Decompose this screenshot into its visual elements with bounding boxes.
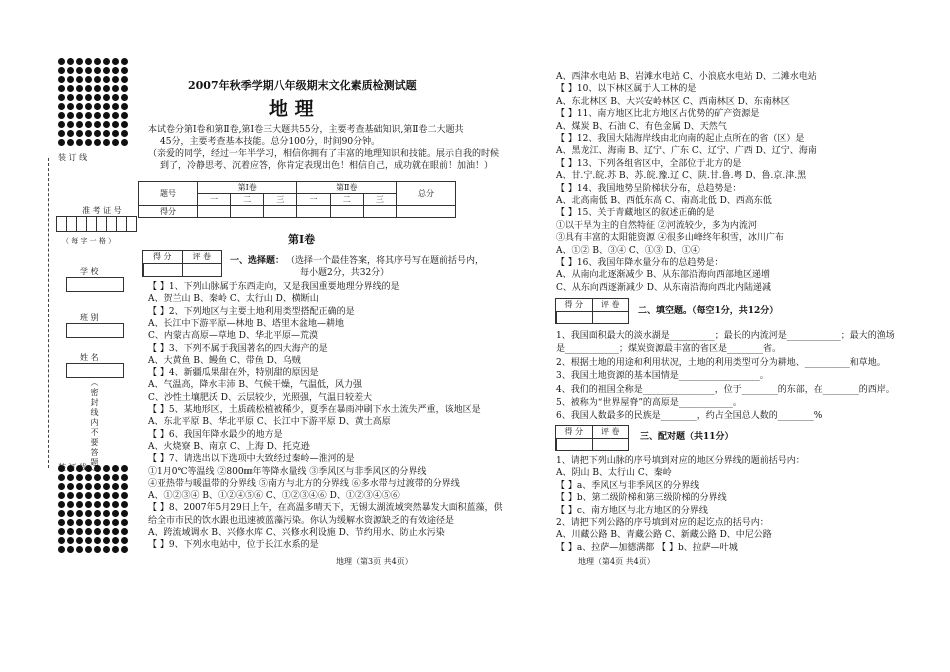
question-line: 【 】7、请选出以下选项中大致经过秦岭—淮河的是	[148, 454, 355, 465]
binding-dot	[103, 501, 110, 508]
part1-title: 第Ⅰ卷	[288, 233, 316, 246]
binding-dot	[121, 519, 128, 526]
question-line: A、长江中下游平原—林地 B、塔里木盆地—耕地	[148, 318, 344, 329]
binding-dot	[112, 528, 119, 535]
binding-dot	[67, 94, 74, 101]
binding-dot	[67, 519, 74, 526]
question-line: A、①② B、③④ C、①③ D、①④	[556, 245, 700, 256]
binding-dot	[58, 492, 65, 499]
binding-dot	[112, 121, 119, 128]
binding-dot	[76, 58, 83, 65]
question-line: 2、根据土地的用途和利用状况，土地的利用类型可分为耕地、__________和草地。	[556, 357, 886, 368]
binding-dot	[58, 103, 65, 110]
binding-dot	[58, 121, 65, 128]
question-line: 【 】4、新疆瓜果甜在外，特别甜的原因是	[148, 368, 319, 379]
binding-dot	[121, 546, 128, 553]
subject-title: 地 理	[269, 98, 314, 120]
binding-dot	[67, 139, 74, 146]
binding-dot	[67, 76, 74, 83]
exam-title: 2007年秋季学期八年级期末文化素质检测试题	[188, 79, 417, 92]
score-table	[138, 181, 456, 218]
binding-dot	[103, 130, 110, 137]
binding-dot	[76, 528, 83, 535]
binding-dot	[112, 537, 119, 544]
question-line: 【 】11、南方地区比北方地区占优势的矿产资源是	[556, 109, 760, 120]
binding-dot	[76, 103, 83, 110]
section2-title: 二、填空题。（每空1分，共12分）	[638, 306, 779, 316]
question-line: A、煤炭 B、石油 C、有色金属 D、天然气	[556, 121, 727, 132]
binding-dot	[94, 121, 101, 128]
grader-reviewer-cell[interactable]	[592, 312, 628, 323]
binding-dot	[76, 510, 83, 517]
question-line: 【 】c、南方地区与北方地区的分界线	[556, 505, 708, 516]
binding-dot	[85, 510, 92, 517]
binding-dot	[76, 546, 83, 553]
question-line: C、沙性土壤肥沃 D、云层较少，光照强，气温日较差大	[148, 392, 372, 403]
binding-dot	[58, 85, 65, 92]
grader-reviewer-label: 评 卷	[182, 251, 222, 263]
question-line: 【 】a、季风区与非季风区的分界线	[556, 480, 700, 491]
question-line: ③具有丰富的太阳能资源 ④很多山峰终年积雪，冰川广布	[556, 233, 784, 244]
grader-score-label: 得 分	[564, 427, 584, 436]
binding-dot	[94, 492, 101, 499]
question-line: 5、被称为“世界屋脊”的高原是____________。	[556, 398, 742, 408]
binding-dot	[67, 103, 74, 110]
score-total: 总分	[397, 182, 456, 206]
exam-number-box[interactable]	[126, 216, 137, 232]
binding-dot	[67, 483, 74, 490]
binding-dot	[58, 58, 65, 65]
binding-dot	[121, 112, 128, 119]
binding-dot	[58, 519, 65, 526]
binding-dot	[67, 492, 74, 499]
question-line: 1、我国面积最大的淡水湖是__________；最长的内流河是____________；最大的渔场	[556, 331, 895, 341]
per-box-note: （ 每 字 一 格 ）	[62, 237, 116, 245]
score-cell[interactable]	[231, 206, 264, 218]
binding-dot	[58, 510, 65, 517]
binding-dot	[67, 501, 74, 508]
binding-dot	[112, 58, 119, 65]
binding-dot	[58, 76, 65, 83]
binding-dot	[94, 546, 101, 553]
binding-dot	[121, 130, 128, 137]
binding-dot	[112, 474, 119, 481]
binding-label-top: 装 订 线	[58, 153, 88, 162]
score-cell[interactable]	[198, 206, 231, 218]
question-line: 【 】14、我国地势呈阶梯状分布，总趋势是：	[556, 183, 742, 194]
binding-dot	[121, 510, 128, 517]
binding-dot	[67, 121, 74, 128]
binding-dot	[67, 67, 74, 74]
question-line: 【 】12、我国大陆海岸线由北向南的起止点所在的省（区）是	[556, 134, 805, 144]
binding-dot	[67, 130, 74, 137]
question-line: 【 】10、以下林区属于人工林的是	[556, 84, 697, 95]
binding-dot	[94, 519, 101, 526]
binding-dot	[85, 85, 92, 92]
binding-dot	[67, 537, 74, 544]
binding-dot	[121, 465, 128, 472]
score-sub: 二	[330, 194, 363, 206]
binding-dot	[121, 58, 128, 65]
question-line: A、川藏公路 B、青藏公路 C、新藏公路 D、中尼公路	[556, 530, 772, 541]
binding-dot	[85, 139, 92, 146]
question-line: A、甘.宁.皖.苏 B、苏.皖.豫.辽 C、陕.甘.鲁.粤 D、鲁.京.津.黑	[556, 171, 807, 182]
binding-dot	[121, 501, 128, 508]
binding-dot	[103, 58, 110, 65]
binding-dot	[94, 112, 101, 119]
binding-dot	[121, 94, 128, 101]
binding-dashed-line	[48, 158, 49, 468]
binding-dot	[94, 537, 101, 544]
question-line: 1、请把下列山脉的序号填到对应的地区分界线的题前括号内：	[556, 456, 805, 466]
binding-dot	[85, 537, 92, 544]
binding-dot	[103, 546, 110, 553]
question-line: C、内蒙古高原—草地 D、华北平原—荒漠	[148, 331, 318, 342]
binding-dot	[103, 112, 110, 119]
section1-title: 一、选择题：	[230, 256, 285, 266]
binding-dot	[94, 85, 101, 92]
binding-dot	[76, 501, 83, 508]
binding-dot	[85, 103, 92, 110]
question-line: A、东北平原 B、华北平原 C、长江中下游平原 D、黄土高原	[148, 417, 391, 428]
binding-label-bottom: 装 订 线	[58, 463, 88, 472]
question-line: 4、我们的祖国全称是________________，位于________的东部，在________的西岸。	[556, 384, 895, 395]
section1-desc-1: （选择一个最佳答案，将其序号写在题前括号内，	[286, 256, 485, 266]
binding-dot	[76, 67, 83, 74]
binding-dot	[112, 67, 119, 74]
score-sub: 三	[363, 194, 396, 206]
binding-dot	[94, 139, 101, 146]
question-line: A、跨流域调水 B、兴修水库 C、兴修水利设施 D、节约用水、防止水污染	[148, 528, 445, 538]
binding-dot	[85, 94, 92, 101]
grader-box-3	[555, 425, 629, 451]
binding-dot	[58, 483, 65, 490]
intro-line-3: （亲爱的同学，经过一年半学习，相信你拥有了丰富的地理知识和技能。展示自我的时候	[148, 149, 500, 159]
intro-line-1: 本试卷分第Ⅰ卷和第Ⅱ卷,第Ⅰ卷三大题共55分，主要考查基础知识,第Ⅱ卷二大题共	[148, 125, 464, 135]
question-line: 【 】6、我国年降水最少的地方是	[148, 429, 283, 440]
binding-dot	[103, 483, 110, 490]
question-line: A、阴山 B、太行山 C、秦岭	[556, 468, 672, 479]
question-line: A、北高南低 B、西低东高 C、南高北低 D、西高东低	[556, 196, 772, 206]
binding-dot	[85, 67, 92, 74]
left-page-footer: 地理（第3页 共4页）	[336, 557, 413, 566]
question-line: C、从东向西逐渐减少 D、从东南沿海向西北内陆递减	[556, 282, 771, 293]
question-line: 【 】5、某地形区，土质疏松植被稀少，夏季在暴雨冲刷下水土流失严重，该地区是	[148, 405, 481, 415]
name-field[interactable]	[66, 363, 124, 378]
binding-dot	[85, 483, 92, 490]
binding-dot	[85, 546, 92, 553]
binding-dot	[76, 130, 83, 137]
question-line: 【 】3、下列不属于我国著名的四大海产的是	[148, 343, 328, 354]
binding-dot	[121, 67, 128, 74]
binding-dot	[76, 492, 83, 499]
binding-dot	[112, 76, 119, 83]
question-line: A、①②③④ B、①②④⑤⑥ C、①②③④⑥ D、①②③④⑤⑥	[148, 491, 400, 502]
binding-dot	[85, 519, 92, 526]
binding-dot	[67, 510, 74, 517]
binding-dot	[112, 465, 119, 472]
question-line: A、从南向北逐渐减少 B、从东部沿海向西部地区递增	[556, 270, 770, 281]
question-line: 【 】16、我国年降水量分布的总趋势是：	[556, 258, 724, 268]
binding-dot	[112, 94, 119, 101]
score-cell[interactable]	[397, 206, 456, 218]
binding-dot	[112, 85, 119, 92]
binding-dot	[76, 94, 83, 101]
binding-dot	[94, 58, 101, 65]
binding-dot	[112, 492, 119, 499]
school-field[interactable]	[66, 277, 124, 292]
binding-dot	[94, 94, 101, 101]
binding-dot	[76, 483, 83, 490]
binding-dot	[94, 76, 101, 83]
intro-line-4: 到了，冷静思考、沉着应答，你肯定表现出色！相信自己，成功就在眼前！加油！）	[160, 161, 494, 171]
question-line: 【 】15、关于青藏地区的叙述正确的是	[556, 208, 715, 219]
intro-line-2: 45分，主要考查基本技能。总分100分，时间90分钟。	[160, 137, 381, 147]
score-cell[interactable]	[264, 206, 297, 218]
score-sub: 二	[231, 194, 264, 206]
sealed-note: （密封线内不要答题）	[90, 378, 99, 478]
binding-dot	[103, 85, 110, 92]
binding-dot	[58, 112, 65, 119]
binding-dot	[67, 528, 74, 535]
score-col-label: 题号	[139, 182, 198, 206]
binding-dot	[103, 76, 110, 83]
score-part1: 第Ⅰ卷	[198, 182, 297, 194]
binding-dot	[112, 103, 119, 110]
grader-box-2	[555, 298, 629, 324]
question-line: ④亚热带与暖温带的分界线 ⑤南方与北方的分界线 ⑥多水带与过渡带的分界线	[148, 478, 460, 489]
question-line: A、东北林区 B、大兴安岭林区 C、西南林区 D、东南林区	[556, 96, 790, 107]
binding-dot	[94, 510, 101, 517]
name-label: 姓 名	[80, 353, 99, 362]
binding-dot	[121, 121, 128, 128]
binding-dot	[121, 103, 128, 110]
binding-dot	[76, 121, 83, 128]
binding-dot	[121, 537, 128, 544]
question-line: A、气温高，降水丰沛 B、气候干燥，气温低，风力强	[148, 380, 362, 391]
binding-dot	[76, 537, 83, 544]
binding-dot	[76, 85, 83, 92]
question-line: 是____________；煤炭资源最丰富的省区是________省。	[556, 344, 782, 355]
binding-dot	[112, 139, 119, 146]
binding-dot	[85, 112, 92, 119]
grader-score-label: 得 分	[152, 252, 172, 261]
binding-dot	[76, 139, 83, 146]
binding-dot	[67, 474, 74, 481]
binding-dot	[85, 501, 92, 508]
binding-dot	[76, 112, 83, 119]
score-part2: 第Ⅱ卷	[297, 182, 397, 194]
binding-dot	[103, 510, 110, 517]
class-field[interactable]	[66, 323, 124, 338]
grader-score-cell[interactable]	[144, 264, 182, 276]
binding-dot	[58, 501, 65, 508]
binding-dots-top	[58, 58, 130, 148]
question-line: 【 】b、第二级阶梯和第三级阶梯的分界线	[556, 493, 727, 504]
grader-reviewer-label: 评 卷	[592, 299, 629, 311]
question-line: A、贺兰山 B、秦岭 C、太行山 D、横断山	[148, 294, 319, 305]
question-line: A、西津水电站 B、岩滩水电站 C、小浪底水电站 D、二滩水电站	[556, 72, 817, 82]
binding-dot	[112, 130, 119, 137]
school-label: 学 校	[80, 267, 99, 276]
binding-dot	[76, 474, 83, 481]
binding-dot	[103, 537, 110, 544]
binding-dot	[94, 483, 101, 490]
grader-reviewer-cell[interactable]	[592, 439, 628, 450]
score-cell[interactable]	[363, 206, 396, 218]
binding-dot	[94, 103, 101, 110]
binding-dot	[85, 130, 92, 137]
binding-dot	[76, 76, 83, 83]
binding-dots-bottom	[58, 465, 130, 555]
binding-dot	[121, 528, 128, 535]
score-cell[interactable]	[330, 206, 363, 218]
score-cell[interactable]	[297, 206, 330, 218]
binding-dot	[103, 103, 110, 110]
binding-dot	[58, 528, 65, 535]
binding-dot	[121, 483, 128, 490]
binding-dot	[103, 465, 110, 472]
binding-dot	[58, 546, 65, 553]
binding-dot	[103, 528, 110, 535]
binding-dot	[94, 501, 101, 508]
binding-dot	[67, 546, 74, 553]
binding-dot	[85, 528, 92, 535]
binding-dot	[112, 510, 119, 517]
score-sub: 一	[198, 194, 231, 206]
binding-dot	[112, 112, 119, 119]
question-line: 6、我国人数最多的民族是________，约占全国总人数的________%	[556, 411, 823, 422]
binding-dot	[121, 76, 128, 83]
question-line: A、火烧寮 B、南京 C、上海 D、托克逊	[148, 441, 310, 452]
binding-dot	[76, 519, 83, 526]
question-line: 3、我国土地资源的基本国情是__________________。	[556, 371, 769, 382]
binding-dot	[121, 139, 128, 146]
section3-title: 三、配对题（共11分）	[640, 432, 734, 442]
question-line: ①以干旱为主的自然特征 ②河流较少，多为内流河	[556, 220, 757, 231]
grader-score-cell[interactable]	[557, 312, 592, 323]
binding-dot	[103, 474, 110, 481]
binding-dot	[58, 139, 65, 146]
score-sub: 三	[264, 194, 297, 206]
binding-dot	[112, 519, 119, 526]
section1-desc-2: 每小题2分，共32分）	[300, 268, 390, 278]
exam-number-boxes	[56, 216, 136, 232]
grader-box-1	[142, 250, 222, 277]
binding-dot	[58, 94, 65, 101]
binding-dot	[85, 58, 92, 65]
grader-reviewer-label: 评 卷	[592, 426, 629, 438]
binding-dot	[58, 537, 65, 544]
class-label: 班 别	[80, 313, 99, 322]
binding-dot	[103, 67, 110, 74]
binding-dot	[112, 483, 119, 490]
binding-dot	[112, 546, 119, 553]
question-line: 【 】2、下列地区与主要土地利用类型搭配正确的是	[148, 306, 355, 317]
question-line: 【 】8、2007年5月29日上午，在高温多晴天下，无锡太湖流域突然暴发大面积蓝藻，供	[148, 503, 503, 514]
question-line: 2、请把下列公路的序号填到对应的起讫点的括号内：	[556, 518, 769, 528]
binding-dot	[94, 528, 101, 535]
binding-dot	[58, 130, 65, 137]
binding-dot	[67, 112, 74, 119]
binding-dot	[85, 492, 92, 499]
score-sub: 一	[297, 194, 330, 206]
question-line: 【 】9、下列水电站中，位于长江水系的是	[148, 540, 319, 551]
grader-score-label: 得 分	[564, 300, 584, 309]
binding-dot	[58, 474, 65, 481]
binding-dot	[121, 474, 128, 481]
binding-dot	[103, 519, 110, 526]
question-line: 【 】13、下列各组省区中，全部位于北方的是	[556, 158, 742, 169]
grader-reviewer-cell[interactable]	[182, 264, 221, 276]
score-row-label: 得分	[139, 206, 198, 218]
exam-number-label: 准 考 证 号	[82, 206, 122, 215]
question-line: A、大黄鱼 B、鳗鱼 C、带鱼 D、乌贼	[148, 355, 301, 366]
binding-dot	[67, 85, 74, 92]
question-line: 【 】a、拉萨—加德满都 【 】b、拉萨—叶城	[556, 542, 738, 553]
binding-dot	[112, 501, 119, 508]
binding-dot	[94, 130, 101, 137]
binding-dot	[67, 58, 74, 65]
question-line: 给全市市民的饮水跟也迅速被蓝藻污染。你认为缓解水资源缺乏的有效途径是	[148, 515, 455, 526]
question-line: 【 】1、下列山脉属于东西走向，又是我国重要地理分界线的是	[148, 282, 400, 292]
grader-score-cell[interactable]	[557, 439, 592, 450]
question-line: A、黑龙江、海南 B、辽宁、广东 C、辽宁、广西 D、辽宁、海南	[556, 146, 817, 157]
binding-dot	[103, 492, 110, 499]
binding-dot	[58, 67, 65, 74]
binding-dot	[85, 76, 92, 83]
right-page-footer: 地理（第4页 共4页）	[578, 557, 655, 566]
binding-dot	[103, 139, 110, 146]
binding-dot	[85, 121, 92, 128]
binding-dot	[103, 94, 110, 101]
binding-dot	[121, 492, 128, 499]
binding-dot	[94, 67, 101, 74]
question-line: ①1月0℃等温线 ②800㎜年等降水量线 ③季风区与非季风区的分界线	[148, 466, 427, 477]
binding-dot	[103, 121, 110, 128]
binding-dot	[121, 85, 128, 92]
